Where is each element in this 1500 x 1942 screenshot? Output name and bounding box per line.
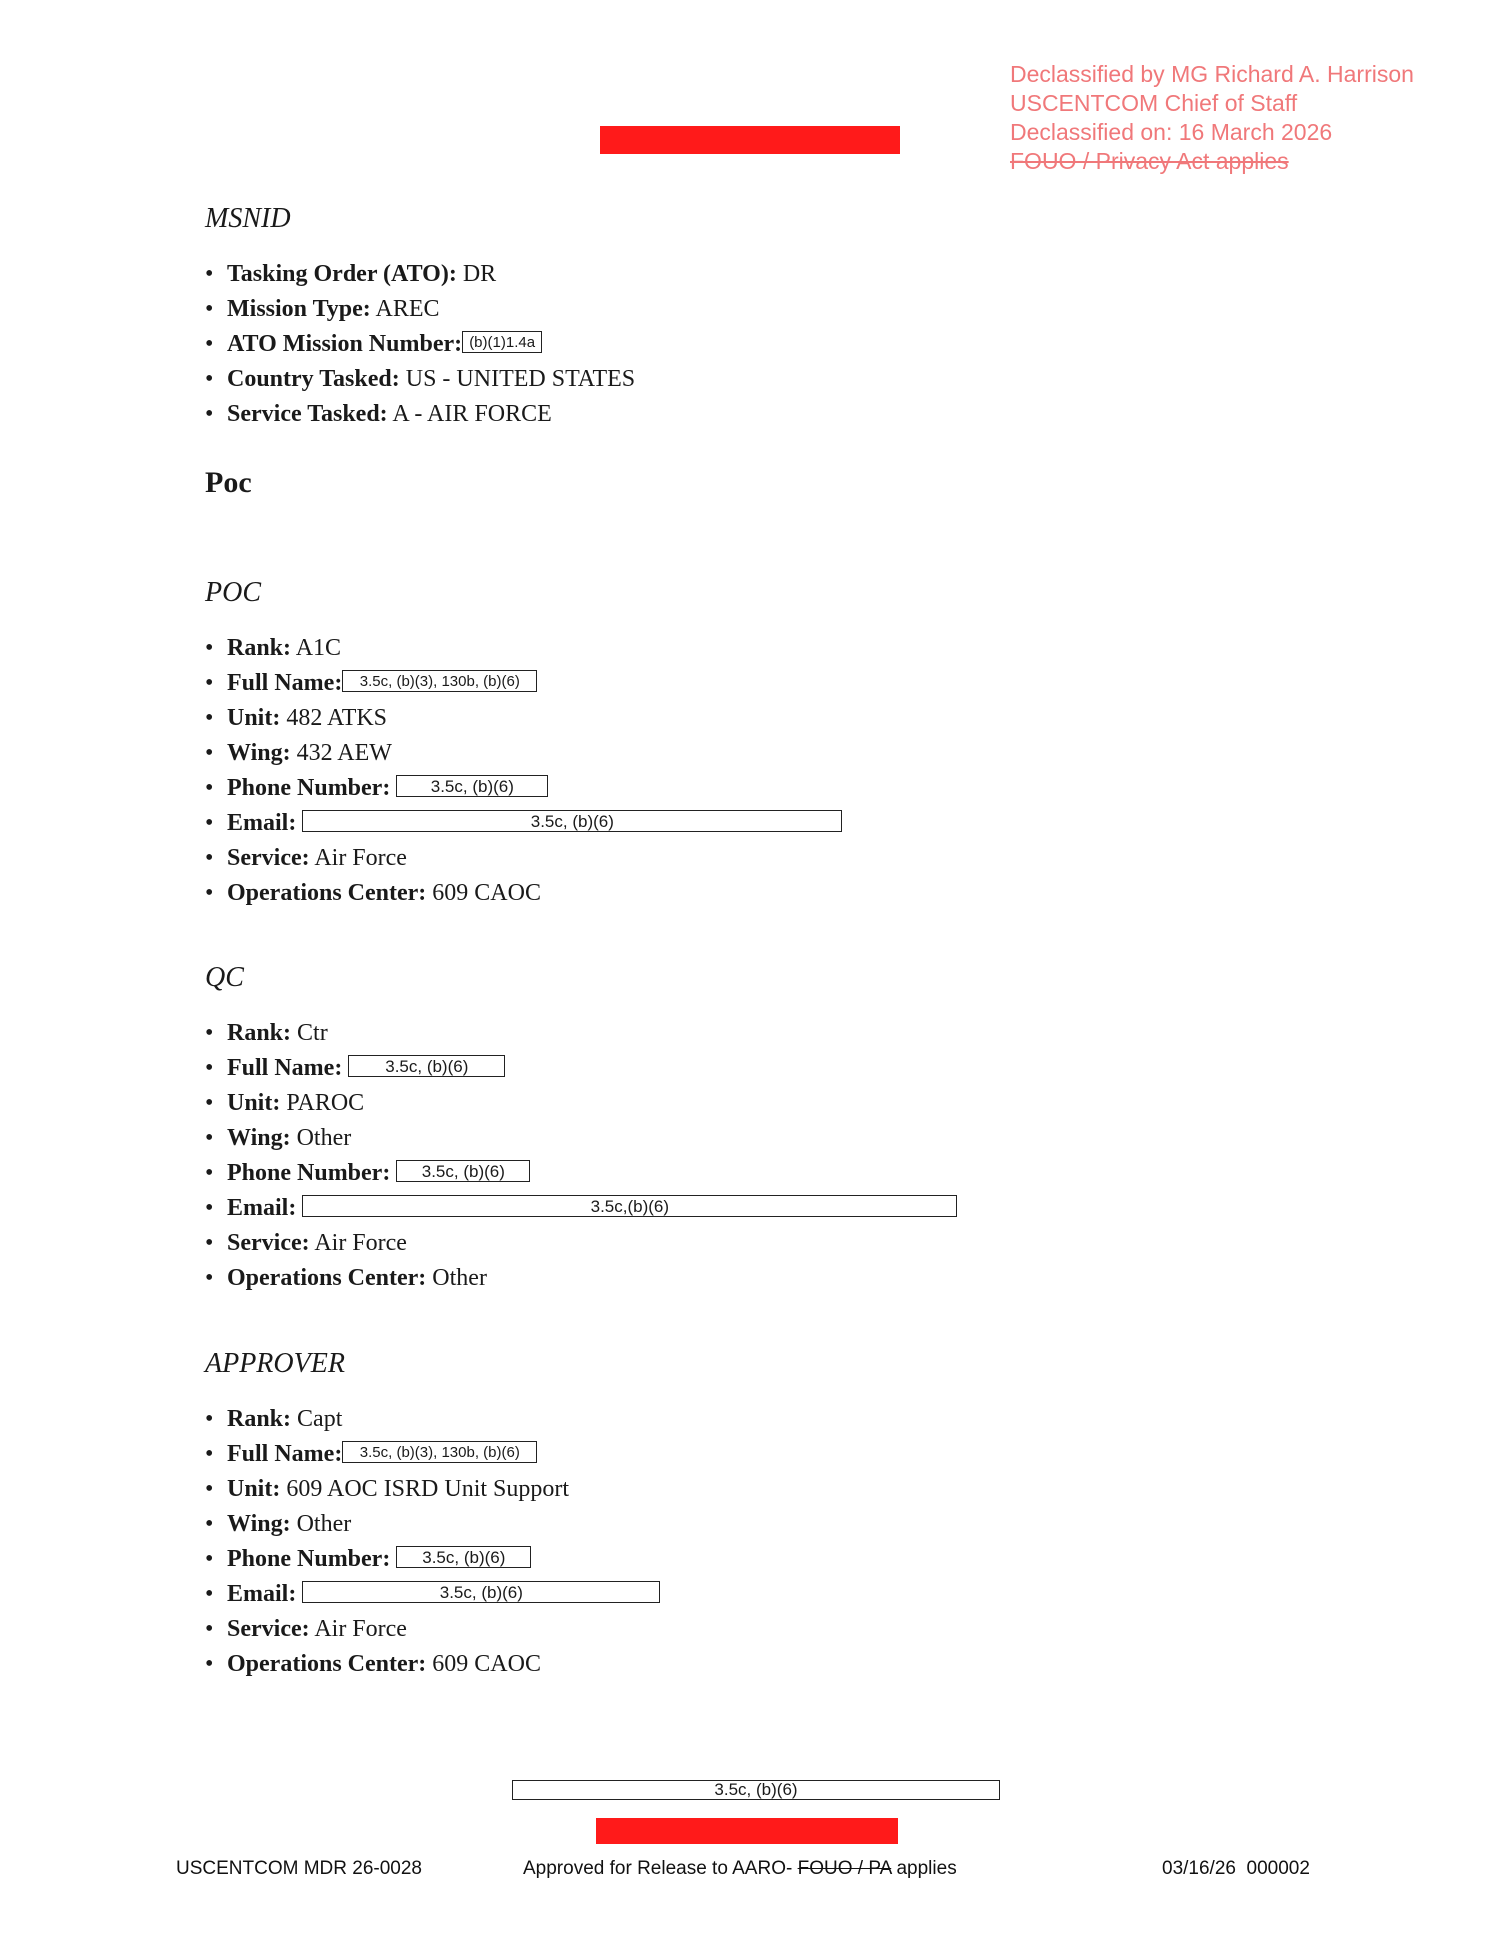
stamp-line-4: FOUO / Privacy Act applies bbox=[1010, 148, 1289, 174]
list-item: • Wing: Other bbox=[205, 1507, 660, 1542]
stamp-line-1: Declassified by MG Richard A. Harrison bbox=[1010, 61, 1414, 87]
stamp-line-2: USCENTCOM Chief of Staff bbox=[1010, 90, 1298, 116]
footer-release-note: Approved for Release to AARO- FOUO / PA applies bbox=[523, 1858, 957, 1879]
footer-date-page: 03/16/26 000002 bbox=[1162, 1858, 1310, 1879]
list-item: • Service: Air Force bbox=[205, 841, 842, 876]
poc-heading: Poc bbox=[205, 466, 252, 499]
list-item: • Full Name: 3.5c, (b)(3), 130b, (b)(6) bbox=[205, 1437, 660, 1472]
list-item: • Country Tasked: US - UNITED STATES bbox=[205, 362, 635, 397]
approver-fields bbox=[205, 1402, 660, 1682]
list-item: • Operations Center: Other bbox=[205, 1261, 957, 1296]
list-item: • Service: Air Force bbox=[205, 1226, 957, 1261]
list-item: • Unit: 609 AOC ISRD Unit Support bbox=[205, 1472, 660, 1507]
qc-title: QC bbox=[205, 962, 244, 993]
list-item: • Email: 3.5c, (b)(6) bbox=[205, 806, 842, 841]
redaction-box: 3.5c, (b)(3), 130b, (b)(6) bbox=[342, 1441, 537, 1463]
list-item: • Phone Number: 3.5c, (b)(6) bbox=[205, 1542, 660, 1577]
redaction-box: 3.5c, (b)(6) bbox=[302, 810, 842, 832]
redaction-box: (b)(1)1.4a bbox=[462, 331, 542, 353]
redaction-box: 3.5c, (b)(6) bbox=[396, 775, 548, 797]
redaction-box: 3.5c, (b)(3), 130b, (b)(6) bbox=[342, 670, 537, 692]
list-item: • Rank: Capt bbox=[205, 1402, 660, 1437]
list-item: • Service Tasked: A - AIR FORCE bbox=[205, 397, 635, 432]
declassification-stamp bbox=[1010, 60, 1414, 176]
redaction-box: 3.5c, (b)(6) bbox=[348, 1055, 505, 1077]
list-item: • Wing: 432 AEW bbox=[205, 736, 842, 771]
footer-case-number: USCENTCOM MDR 26-0028 bbox=[176, 1858, 422, 1879]
list-item: • Operations Center: 609 CAOC bbox=[205, 1647, 660, 1682]
list-item: • Full Name: 3.5c, (b)(3), 130b, (b)(6) bbox=[205, 666, 842, 701]
redaction-box: 3.5c, (b)(6) bbox=[396, 1160, 530, 1182]
qc-fields bbox=[205, 1016, 957, 1296]
bottom-redaction-box: 3.5c, (b)(6) bbox=[512, 1780, 1000, 1800]
list-item: • Rank: Ctr bbox=[205, 1016, 957, 1051]
list-item: • Tasking Order (ATO): DR bbox=[205, 257, 635, 292]
list-item: • Unit: 482 ATKS bbox=[205, 701, 842, 736]
list-item: • Service: Air Force bbox=[205, 1612, 660, 1647]
bottom-redaction-bar bbox=[596, 1818, 898, 1844]
list-item: • Phone Number: 3.5c, (b)(6) bbox=[205, 771, 842, 806]
msnid-fields bbox=[205, 257, 635, 432]
msnid-title: MSNID bbox=[205, 203, 291, 234]
list-item: • ATO Mission Number: (b)(1)1.4a bbox=[205, 327, 635, 362]
redaction-box: 3.5c,(b)(6) bbox=[302, 1195, 957, 1217]
list-item: • Phone Number: 3.5c, (b)(6) bbox=[205, 1156, 957, 1191]
list-item: • Email: 3.5c, (b)(6) bbox=[205, 1577, 660, 1612]
list-item: • Email: 3.5c,(b)(6) bbox=[205, 1191, 957, 1226]
list-item: • Operations Center: 609 CAOC bbox=[205, 876, 842, 911]
approver-title: APPROVER bbox=[205, 1348, 345, 1379]
list-item: • Rank: A1C bbox=[205, 631, 842, 666]
list-item: • Mission Type: AREC bbox=[205, 292, 635, 327]
list-item: • Full Name: 3.5c, (b)(6) bbox=[205, 1051, 957, 1086]
redaction-box: 3.5c, (b)(6) bbox=[396, 1546, 531, 1568]
redaction-box: 3.5c, (b)(6) bbox=[302, 1581, 660, 1603]
list-item: • Wing: Other bbox=[205, 1121, 957, 1156]
list-item: • Unit: PAROC bbox=[205, 1086, 957, 1121]
poc-title: POC bbox=[205, 577, 261, 608]
top-redaction-bar bbox=[600, 126, 900, 154]
poc-fields bbox=[205, 631, 842, 911]
stamp-line-3: Declassified on: 16 March 2026 bbox=[1010, 119, 1333, 145]
